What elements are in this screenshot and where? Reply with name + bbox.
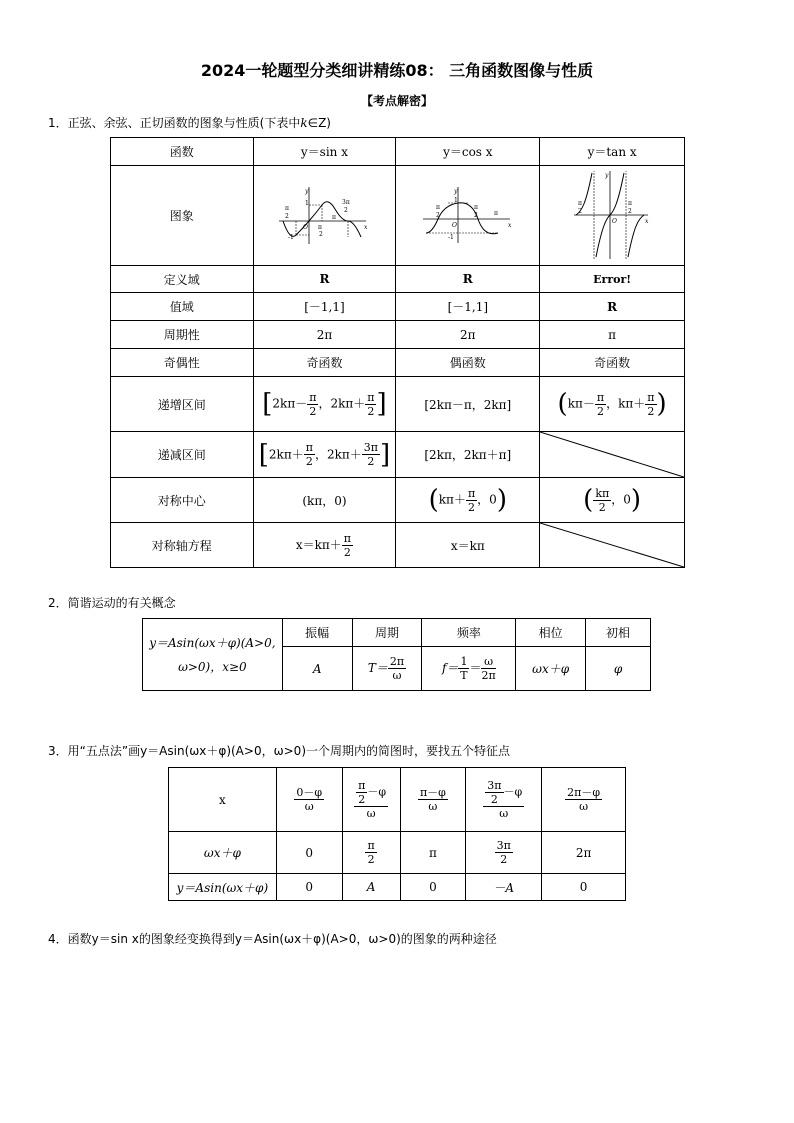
sin-graph-neg1: -1: [288, 234, 295, 241]
tan-graph-cell: [540, 166, 685, 266]
tan-increasing: (kπ－ $\frac{\pi}{2}$ ，kπ＋ $\frac{\pi}{2}$ ): [540, 377, 685, 432]
tan-center: ( $\frac{k\pi}{2}$ ，0): [540, 478, 685, 523]
row-label-parity: 奇偶性: [111, 349, 254, 377]
sin-graph-two-b: 2: [319, 231, 324, 238]
cos-graph-origin: O: [451, 222, 457, 229]
row-label-phase: ωx＋φ: [169, 832, 277, 874]
harmonic-expression: y＝Asin(ωx＋φ)(A>0, ω>0)，x≥0: [143, 619, 283, 691]
x-value-5: $\frac{2\pi-\varphi}{\omega}$: [542, 768, 626, 832]
section-heading: 【考点解密】: [360, 94, 433, 108]
initial-phase-value: φ: [586, 647, 651, 691]
cos-graph-pi: π: [473, 204, 478, 211]
phase-3: π: [400, 832, 466, 874]
cos-parity: 偶函数: [396, 349, 540, 377]
tan-parity: 奇函数: [540, 349, 685, 377]
y-value-3: 0: [400, 874, 466, 901]
tan-graph-origin: O: [612, 217, 618, 225]
phase-value: ωx＋φ: [516, 647, 586, 691]
sin-graph-cell: [253, 166, 396, 266]
tan-graph-pi: π: [628, 199, 633, 207]
y-value-5: 0: [542, 874, 626, 901]
section-3-heading: 3．用“五点法”画y＝Asin(ωx＋φ)(A>0，ω>0)一个周期内的简图时，要找五个特征点: [48, 744, 511, 758]
sin-graph-two-c: 2: [344, 207, 349, 214]
row-label-increasing: 递增区间: [111, 377, 254, 432]
header-frequency: 频率: [422, 619, 516, 647]
section-4-heading: 4．函数y＝sin x的图象经变换得到y＝Asin(ωx＋φ)(A>0，ω>0)的图象的两种途径: [48, 932, 497, 946]
frequency-value: f＝ $\frac{1}{T}$ ＝ $\frac{\omega}{2\pi}$: [422, 647, 516, 691]
y-value-4: －A: [466, 874, 542, 901]
tan-domain: Error!: [540, 266, 685, 293]
diagonal-line: [540, 432, 684, 477]
y-value-2: A: [342, 874, 400, 901]
sin-domain: R: [253, 266, 396, 293]
header-tan: y＝tan x: [540, 138, 685, 166]
section-1-heading: 1．正弦、余弦、正切函数的图象与性质(下表中k∈Z): [48, 116, 331, 130]
sin-graph-origin: O: [303, 224, 309, 231]
sin-graph-half-pi: π: [318, 224, 323, 231]
row-label-y: y＝Asin(ωx＋φ): [169, 874, 277, 901]
cos-increasing: [2kπ－π，2kπ]: [396, 377, 540, 432]
amplitude-value: A: [282, 647, 352, 691]
sin-graph-x-label: x: [364, 224, 368, 231]
row-label-domain: 定义域: [111, 266, 254, 293]
sin-graph-minus-pi: π: [285, 205, 290, 212]
cos-graph: [418, 179, 518, 249]
cos-graph-two-b: 2: [473, 212, 478, 219]
row-label-period: 周期性: [111, 321, 254, 349]
phase-1: 0: [276, 832, 342, 874]
sin-center: (kπ，0): [253, 478, 396, 523]
cos-graph-one: 1: [453, 197, 458, 204]
header-function: 函数: [111, 138, 254, 166]
cos-center: (kπ＋ $\frac{\pi}{2}$ ，0): [396, 478, 540, 523]
tan-graph-two-a: 2: [578, 207, 582, 215]
phase-5: 2π: [542, 832, 626, 874]
header-period: 周期: [352, 619, 422, 647]
sin-decreasing: [2kπ＋ $\frac{\pi}{2}$ ，2kπ＋ $\frac{3\pi}{2}$ ]: [253, 432, 396, 478]
cos-graph-cell: [396, 166, 540, 266]
tan-period: π: [540, 321, 685, 349]
sin-graph-two-a: 2: [285, 213, 290, 220]
cos-period: 2π: [396, 321, 540, 349]
sin-graph-y-label: y: [305, 188, 309, 195]
row-label-decreasing: 递减区间: [111, 432, 254, 478]
row-label-graph: 图象: [111, 166, 254, 266]
phase-2: $\frac{\pi}{2}$: [342, 832, 400, 874]
sin-period: 2π: [253, 321, 396, 349]
tan-axis-empty: [540, 523, 685, 568]
cos-domain: R: [396, 266, 540, 293]
sin-increasing: [2kπ－ $\frac{\pi}{2}$ ，2kπ＋ $\frac{\pi}{2}$ ]: [253, 377, 396, 432]
x-value-2: $\frac{\pi}{2}$ －φ ω: [342, 768, 400, 832]
tan-graph-two-b: 2: [628, 207, 632, 215]
diagonal-line: [540, 523, 684, 567]
cos-axis: x＝kπ: [396, 523, 540, 568]
cos-graph-x-label: x: [507, 222, 512, 229]
trig-properties-table: [110, 137, 685, 568]
y-value-1: 0: [276, 874, 342, 901]
header-initial-phase: 初相: [586, 619, 651, 647]
x-value-3: $\frac{\pi-\varphi}{\omega}$: [400, 768, 466, 832]
tan-graph-x-label: x: [645, 217, 649, 225]
tan-decreasing-empty: [540, 432, 685, 478]
header-phase: 相位: [516, 619, 586, 647]
sin-graph: [274, 179, 374, 249]
cos-graph-pi-2: π: [493, 210, 498, 217]
cos-graph-neg1: -1: [447, 234, 454, 241]
row-label-x: x: [169, 768, 277, 832]
sin-axis: x＝kπ＋ $\frac{\pi}{2}$: [253, 523, 396, 568]
cos-graph-two-a: 2: [435, 212, 440, 219]
section-2-heading: 2．简谐运动的有关概念: [48, 596, 176, 610]
cos-graph-minus-pi: π: [435, 204, 440, 211]
tan-graph: [572, 167, 652, 262]
sin-range: [－1,1]: [253, 293, 396, 321]
tan-graph-minus-pi: π: [578, 199, 583, 207]
row-label-center: 对称中心: [111, 478, 254, 523]
row-label-axis: 对称轴方程: [111, 523, 254, 568]
phase-4: $\frac{3\pi}{2}$: [466, 832, 542, 874]
tan-graph-y-label: y: [605, 171, 609, 179]
sin-graph-3pi: 3π: [342, 199, 351, 206]
tan-range: R: [540, 293, 685, 321]
harmonic-motion-table: [142, 618, 651, 691]
x-value-1: $\frac{0-\varphi}{\omega}$: [276, 768, 342, 832]
sin-graph-pi: π: [332, 214, 337, 221]
cos-decreasing: [2kπ，2kπ＋π]: [396, 432, 540, 478]
five-point-table: [168, 767, 626, 901]
header-sin: y＝sin x: [253, 138, 396, 166]
period-value: T＝ $\frac{2\pi}{\omega}$: [352, 647, 422, 691]
cos-graph-y-label: y: [453, 188, 458, 195]
cos-range: [－1,1]: [396, 293, 540, 321]
sin-graph-one: 1: [305, 200, 310, 207]
page-title: 2024一轮题型分类细讲精练08： 三角函数图像与性质: [200, 61, 594, 80]
row-label-range: 值域: [111, 293, 254, 321]
sin-parity: 奇函数: [253, 349, 396, 377]
header-cos: y＝cos x: [396, 138, 540, 166]
x-value-4: $\frac{3\pi}{2}$ －φ ω: [466, 768, 542, 832]
header-amplitude: 振幅: [282, 619, 352, 647]
